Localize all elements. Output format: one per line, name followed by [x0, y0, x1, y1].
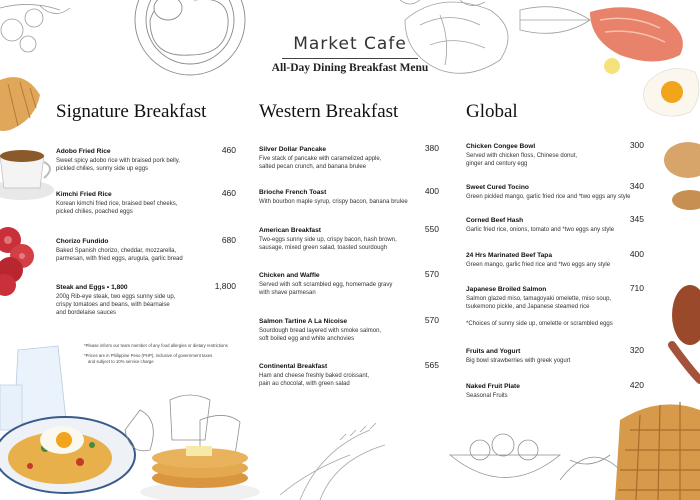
- menu-item-desc: tsukemono pickle, and Japanese steamed rice: [466, 304, 590, 310]
- menu-item-desc: Korean kimchi fried rice, braised beef cheeks,: [56, 201, 178, 207]
- menu-item-price: 570: [424, 315, 439, 325]
- note-line: and subject to 10% service charge: [88, 359, 154, 364]
- allergy-note: [84, 343, 254, 365]
- menu-item-name: Sweet Cured Tocino: [466, 184, 529, 191]
- menu-item-desc: Served with chicken floss, Chinese donut,: [466, 153, 578, 159]
- menu-item-price: 1,800: [214, 281, 236, 291]
- sausage-icon: [672, 285, 700, 380]
- menu-item-price: 400: [629, 249, 644, 259]
- menu-item-price: 300: [629, 140, 644, 150]
- menu-item-name: Corned Beef Hash: [466, 217, 524, 224]
- menu-item-price: 550: [424, 224, 439, 234]
- menu-item-desc: sausage, mixed green salad, toasted sourdough: [259, 245, 388, 251]
- menu-item-desc: 200g Rib-eye steak, two eggs sunny side up,: [56, 294, 176, 300]
- menu-item-desc: soft boiled egg and white anchovies: [259, 336, 355, 342]
- egg-choices-note: *Choices of sunny side up, omelette or scrambled eggs: [466, 321, 613, 327]
- menu-item-name: Japanese Broiled Salmon: [466, 286, 547, 293]
- menu-item-desc: With bourbon maple syrup, crispy bacon, banana brulee: [259, 199, 408, 205]
- menu-item-name: Chicken and Waffle: [259, 272, 320, 279]
- menu-item-name: American Breakfast: [259, 227, 321, 234]
- menu-item-desc: Served with soft scrambled egg, homemade gravy: [259, 282, 393, 288]
- menu-item: [259, 143, 439, 171]
- menu-item-desc: Garlic fried rice, onions, tomato and *two eggs any style: [466, 227, 615, 233]
- menu-item-price: 345: [629, 214, 644, 224]
- menu-item-name: Chorizo Fundido: [56, 238, 109, 245]
- fruit-bowl-sketch-icon: [450, 434, 620, 480]
- menu-item: [259, 360, 439, 388]
- section-heading-western-breakfast: Western Breakfast: [259, 101, 399, 122]
- menu-item-desc: pickled chilies, sunny side up eggs: [56, 166, 149, 172]
- menu-item-desc: picked chilies, poached eggs: [56, 209, 133, 215]
- menu-item: [56, 145, 236, 173]
- menu-item-name: Silver Dollar Pancake: [259, 146, 327, 153]
- croissant-icon: [0, 77, 40, 131]
- bread-sketch-icon: [125, 395, 240, 455]
- menu-item-desc: Green pickled mango, garlic fried rice and *two eggs any style: [466, 194, 631, 200]
- menu-item-name: Naked Fruit Plate: [466, 383, 520, 390]
- menu-item-desc: salted pecan crunch, and banana brulee: [259, 164, 367, 170]
- menu-item-price: 460: [221, 145, 236, 155]
- menu-title: Market Cafe: [293, 34, 407, 54]
- menu-item-desc: Big bowl strawberries with greek yogurt: [466, 358, 571, 364]
- menu-item-price: 710: [629, 283, 644, 293]
- menu-item-desc: Sourdough bread layered with smoke salmon,: [259, 328, 382, 334]
- menu-item: [466, 345, 644, 365]
- menu-item-desc: Green mango, garlic fried rice and *two eggs any style: [466, 262, 611, 268]
- menu-item-desc: ginger and century egg: [466, 161, 528, 167]
- section-heading-global: Global: [466, 101, 518, 122]
- bread-loaf-icon: [664, 142, 700, 210]
- menu-item: [259, 186, 439, 206]
- menu-item-name: Kimchi Fried Rice: [56, 191, 112, 198]
- menu-item-price: 400: [424, 186, 439, 196]
- menu-item-name: Steak and Eggs • 1,800: [56, 284, 128, 291]
- menu-item: [466, 140, 644, 168]
- chorizo-icon: [0, 227, 34, 296]
- section-heading-signature-breakfast: Signature Breakfast: [56, 101, 207, 122]
- menu-item: [56, 281, 236, 317]
- menu-item-desc: Two-eggs sunny side up, crispy bacon, hash brown,: [259, 237, 397, 243]
- menu-item-name: Continental Breakfast: [259, 363, 328, 370]
- waffle-icon: [615, 402, 700, 500]
- menu-item-price: 680: [221, 235, 236, 245]
- menu-item: [259, 224, 439, 252]
- menu-item-desc: Salmon glazed miso, tamagoyaki omelette, miso soup,: [466, 296, 612, 302]
- title-divider: [282, 58, 418, 59]
- menu-item: [56, 188, 236, 216]
- menu-item-price: 420: [629, 380, 644, 390]
- menu-item-price: 570: [424, 269, 439, 279]
- menu-item-desc: Seasonal Fruits: [466, 393, 508, 399]
- menu-item-desc: with shave parmesan: [259, 290, 316, 296]
- fried-rice-plate-icon: [0, 417, 135, 493]
- menu-item: [466, 214, 644, 234]
- menu-item-price: 380: [424, 143, 439, 153]
- menu-item-name: 24 Hrs Marinated Beef Tapa: [466, 252, 552, 259]
- note-line: *Prices are in Philippine Peso (PHP), inclusive of government taxes: [84, 353, 213, 358]
- menu-item-name: Salmon Tartine A La Nicoise: [259, 318, 348, 325]
- menu-item-price: 565: [424, 360, 439, 370]
- menu-item: [466, 249, 644, 269]
- menu-item-name: Chicken Congee Bowl: [466, 143, 536, 150]
- menu-item-name: Adobo Fried Rice: [56, 148, 111, 155]
- menu-item-desc: Baked Spanish chorizo, cheddar, mozzarella,: [56, 248, 177, 254]
- menu-item: [259, 315, 439, 343]
- menu-item-desc: crispy tomatoes and beans, with béarnaise: [56, 302, 170, 308]
- menu-item-price: 320: [629, 345, 644, 355]
- menu-item-desc: parmesan, with fried eggs, arugula, garlic bread: [56, 256, 183, 262]
- menu-item: [466, 380, 644, 400]
- leaf-sketch-icon: [520, 7, 590, 34]
- menu-subtitle: All-Day Dining Breakfast Menu: [271, 62, 429, 74]
- pancake-stack-icon: [140, 446, 260, 500]
- wheat-sketch-icon: [280, 423, 385, 500]
- menu-item-desc: and bordelaise sauces: [56, 310, 117, 316]
- menu-item-desc: Ham and cheese freshly baked croissant,: [259, 373, 370, 379]
- menu-item-desc: pain au chocolat, with green salad: [259, 381, 350, 387]
- fried-egg-icon: [643, 68, 699, 116]
- note-line: *Please inform our team member of any food allergies or dietary restrictions: [84, 343, 228, 348]
- menu-item-name: Fruits and Yogurt: [466, 348, 521, 355]
- menu-item-name: Brioche French Toast: [259, 189, 327, 196]
- menu-item: [56, 235, 236, 263]
- menu-item-desc: Five stack of pancake with caramelized apple,: [259, 156, 382, 162]
- menu-item-desc: Sweet spicy adobo rice with braised pork belly,: [56, 158, 180, 164]
- menu-item-price: 340: [629, 181, 644, 191]
- menu-item-price: 460: [221, 188, 236, 198]
- menu-item: [466, 283, 644, 311]
- menu-item: [466, 181, 644, 201]
- menu-item: [259, 269, 439, 297]
- coffee-cup-icon: [0, 150, 54, 200]
